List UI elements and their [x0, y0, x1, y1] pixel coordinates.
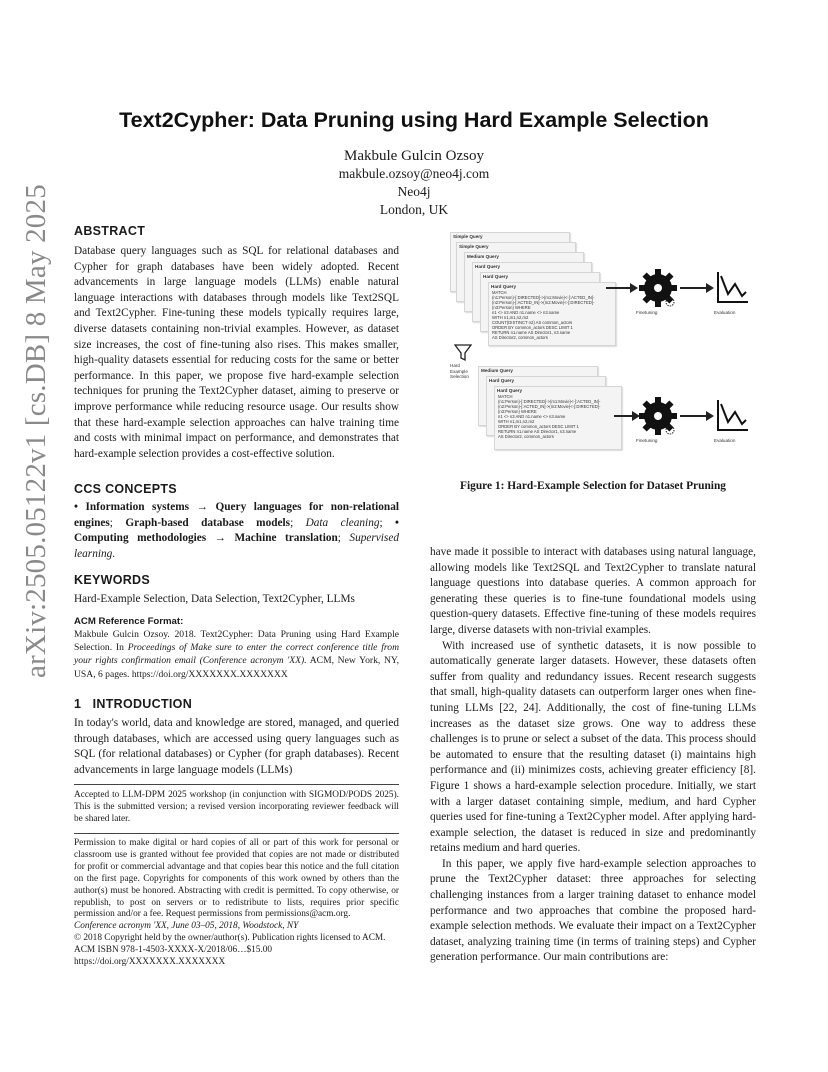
ccs-sep: ; — [379, 516, 396, 529]
card-title: Hard Query — [497, 388, 523, 393]
author-affiliation: Neo4j — [397, 184, 431, 199]
gear-icon — [639, 269, 677, 307]
figure-caption: Figure 1: Hard-Example Selection for Dataset Pruning — [460, 480, 726, 492]
intro-right-column — [430, 545, 756, 966]
ccs-concept-1: • Information systems → Query languages for non-relational engines — [74, 501, 399, 529]
permission-block — [74, 838, 399, 969]
card-title: Hard Query — [475, 264, 501, 269]
ccs-sep: ; — [337, 532, 350, 545]
ccs-sep: ; — [109, 516, 126, 529]
card-title: Hard Query — [483, 274, 509, 279]
ccs-concept-2: Graph-based database models — [125, 516, 291, 529]
gear-icon — [639, 397, 677, 435]
ccs-text — [74, 500, 399, 562]
doi-line: https://doi.org/XXXXXXX.XXXXXXX — [74, 957, 226, 968]
card-title: Medium Query — [467, 254, 499, 259]
conference-info: Conference acronym 'XX, June 03–05, 2018, Woodstock, NY — [74, 921, 299, 932]
evaluation-label: Evaluation — [714, 310, 736, 315]
figure-1 — [448, 232, 748, 462]
evaluation-label: Evaluation — [714, 438, 736, 443]
conference-line — [74, 921, 399, 933]
abstract-heading: ABSTRACT — [74, 224, 146, 238]
hard-query-card-front — [494, 386, 622, 450]
filter-label: Hard Example Selection — [450, 363, 469, 379]
card-title: Hard Query — [491, 284, 517, 289]
ccs-sep: ; — [290, 516, 306, 529]
copyright-line: © 2018 Copyright held by the owner/author(s). Publication rights licensed to ACM. — [74, 933, 386, 944]
filter-funnel-icon — [454, 344, 472, 362]
intro-paragraph-1: have made it possible to interact with databases using natural language, allowing models like Text2SQL and Text2Cypher to translate natural language questions into database queries. A common approach for generating these queries is to fine-tune foundational models using question-query datasets. Effective fine-tuning of these models requires large, diverse datasets with non-trivial examples. — [430, 546, 756, 636]
card-title: Simple Query — [459, 244, 489, 249]
acm-ref-heading: ACM Reference Format: — [74, 616, 184, 627]
intro-heading — [74, 697, 192, 711]
ccs-concept-3: Data cleaning — [305, 516, 380, 529]
acm-ref-part: Makbule Gulcin Ozsoy. 2018. Text2Cypher: Data Pruning using Hard Example Selection. In — [74, 629, 399, 654]
ccs-heading: CCS CONCEPTS — [74, 482, 177, 496]
finetuning-label: Finetuning — [636, 310, 658, 315]
author-name: Makbule Gulcin Ozsoy — [344, 148, 484, 164]
author-email: makbule.ozsoy@neo4j.com — [338, 166, 490, 181]
acm-ref-text — [74, 628, 399, 681]
ccs-concept-4: • Computing methodologies → Machine translation — [74, 516, 399, 545]
permission-text: Permission to make digital or hard copies of all or part of this work for personal or classroom use is granted without fee provided that copies are not made or distributed for profit or commercial advantage and that copies bear this notice and the full citation on the first page. Copyrights for components of this work owned by others than the author(s) must be honored. Abstracting with credit is permitted. To copy otherwise, or republish, to post on servers or to redistribute to lists, requires prior specific permission and/or a fee. Request permissions from permissions@acm.org. — [74, 838, 399, 920]
ccs-concept-5: Supervised learning — [74, 532, 399, 560]
section-number: 1 — [74, 697, 82, 711]
keywords-text: Hard-Example Selection, Data Selection, Text2Cypher, LLMs — [74, 593, 355, 605]
finetuning-label: Finetuning — [636, 438, 658, 443]
section-title: INTRODUCTION — [92, 697, 193, 711]
card-title: Simple Query — [453, 234, 483, 239]
hard-query-code: MATCH (n1:Person)-[:DIRECTED]->(m1:Movie)<-[:ACTED_IN]-(n2:Person)-[:ACTED_IN]->(m2:Movie)<-[:DIRECTED]-(n3:Person) WHERE n1 <> n3 AND n1.name <> n3.name WITH n1,m1,n2,m2 COUNT(DISTINCT n2) AS common_actors ORDER BY common_actors DESC LIMIT 1 RETURN n1.name AS Director1, n3.name AS Director2, common_actors — [492, 290, 595, 340]
hard-query-card-front — [488, 282, 616, 346]
author-block — [0, 147, 828, 219]
hard-query-code: MATCH (n1:Person)-[:DIRECTED]->(m1:Movie)<-[:ACTED_IN]-(n2:Person)-[:ACTED_IN]->(m2:Movie)<-[:DIRECTED]-(n3:Person) WHERE n1 <> n3 AND n1.name <> n3.name WITH n1,m1,n2,m2 ORDER BY common_actors DESC LIMIT 1 RETURN n1.name AS Director1, n3.name AS Director2, common_actors — [498, 394, 601, 439]
intro-paragraph-2: With increased use of synthetic datasets, it is now possible to automatically generate larger datasets. However, these datasets often suffer from quality and redundancy issues. Recent research suggests that small, high-quality datasets can outperform larger ones when fine-tuning LLMs [22, 24]. Additionally, the cost of fine-tuning LLMs increases as the dataset size grows. One way to address these challenges is to prune or select a subset of the data. This process should be automated to ensure that the resulting dataset (i) maintains high performance and (ii) minimizes costs, achieving greater efficiency [8]. Figure 1 shows a hard-example selection procedure. Initially, we start with a larger dataset containing simple, medium, and hard Cypher queries used for fine-tuning a Text2Cypher model. After applying hard-example selection, the dataset is reduced in size and predominantly retains medium and hard queries. — [430, 639, 756, 855]
arxiv-identifier: arXiv:2505.05122v1 [cs.DB] 8 May 2025 — [20, 184, 52, 678]
chart-icon — [718, 400, 748, 430]
keywords-heading: KEYWORDS — [74, 573, 151, 587]
permission-rule — [74, 833, 399, 834]
paper-title: Text2Cypher: Data Pruning using Hard Example Selection — [119, 108, 709, 132]
chart-icon — [718, 272, 748, 302]
ccs-end: . — [112, 547, 116, 560]
isbn-line: ACM ISBN 978-1-4503-XXXX-X/2018/06…$15.00 — [74, 945, 273, 956]
intro-paragraph-3: In this paper, we apply five hard-example selection approaches to prune the Text2Cypher dataset: three approaches for selecting challenging instances from a larger training dataset to enhance model performance and two approaches that combine the proposed hard-example selection methods. We evaluate their impact on a Text2Cypher dataset, analyzing training time (in terms of training steps) and Cypher generation performance. Our main contributions are: — [430, 857, 756, 964]
acm-ref-part: ACM, New York, NY, USA, 6 pages. https://doi.org/XXXXXXX.XXXXXXX — [74, 655, 399, 680]
card-title: Medium Query — [481, 368, 513, 373]
card-title: Hard Query — [489, 378, 515, 383]
author-location: London, UK — [379, 202, 449, 217]
footnote-rule — [74, 784, 399, 785]
abstract-text: Database query languages such as SQL for relational databases and Cypher for graph databases have been widely adopted. Recent advancements in large language models (LLMs) enable natural language interactions with databases through models like Text2SQL and Text2Cypher. Fine-tuning these models typically requires large, diverse datasets containing non-trivial examples. However, as dataset size increases, the cost of fine-tuning also rises. This makes smaller, high-quality datasets essential for reducing costs for the same or better performance. In this paper, we propose five hard-example selection techniques for pruning the Text2Cypher dataset, aiming to preserve or improve performance while reducing resource usage. Our results show that these hard-example selection approaches can halve training time and costs with minimal impact on performance, and demonstrates that hard-example selection provides a cost-effective solution. — [74, 245, 399, 460]
workshop-footnote: Accepted to LLM-DPM 2025 workshop (in conjunction with SIGMOD/PODS 2025). This is the submitted version; a revised version incorporating reviewer feedback will be shared later. — [74, 790, 399, 824]
acm-ref-proceedings: Proceedings of Make sure to enter the correct conference title from your rights confirmation email (Conference acronym 'XX). — [74, 642, 400, 667]
intro-left-text: In today's world, data and knowledge are stored, managed, and queried through databases, which are accessed using query languages such as SQL (for relational databases) or Cypher (for graph databases). Recent advancements in large language models (LLMs) — [74, 717, 399, 776]
